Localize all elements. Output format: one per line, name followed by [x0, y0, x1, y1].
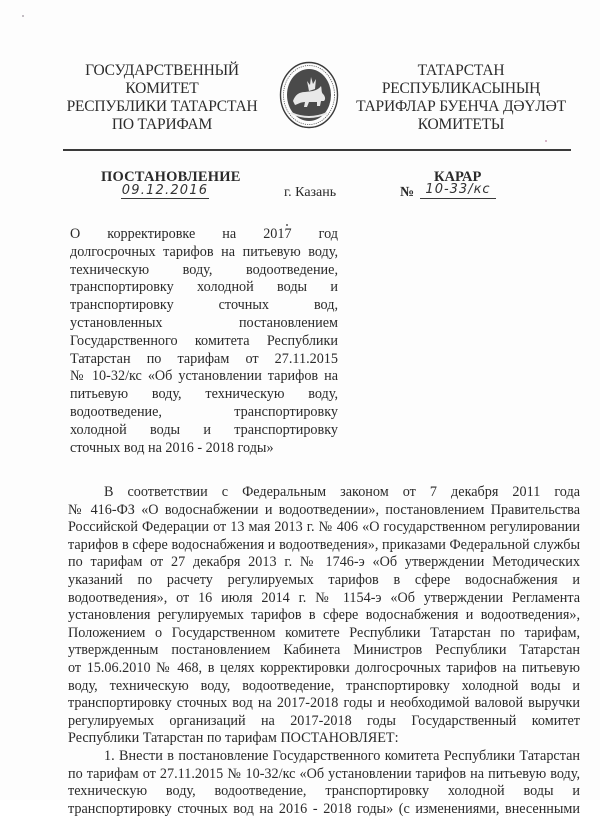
body-line: транспортировку сточных вод на 2016 - 2018 годы» (с изменениями, внесенными — [68, 800, 580, 817]
subject-line: установленных постановлением — [70, 314, 338, 331]
decree-number: 10-33/кс — [420, 183, 496, 199]
subject-line: техническую воду, водоотведение, — [70, 261, 338, 278]
body-line: В соответствии с Федеральным законом от 7 декабря 2011 года — [104, 484, 580, 500]
body-line: по тарифам от 27.11.2015 № 10-32/кс «Об установлении тарифов на питьевую воду, — [68, 765, 580, 782]
decree-body — [68, 484, 580, 818]
body-line: № 416-ФЗ «О водоснабжении и водоотведении», постановлением Правительства — [68, 501, 580, 518]
body-line: указаний по расчету регулируемых тарифов в сфере водоснабжения и — [68, 571, 580, 588]
scan-speck — [22, 15, 24, 17]
decree-title: ПОСТАНОВЛЕНИЕ — [101, 169, 241, 185]
org-name-line: ТАРИФЛАР БУЕНЧА ДӘҮЛӘТ — [356, 98, 566, 115]
subject-line: долгосрочных тарифов на питьевую воду, — [70, 243, 338, 260]
scan-speck — [286, 224, 288, 226]
subject-line: О корректировке на 2017 год — [70, 226, 338, 242]
org-name-line: РЕСПУБЛИКИ ТАТАРСТАН — [66, 98, 258, 115]
subject-line: транспортировку сточных вод, — [70, 297, 338, 314]
body-line: техническую воду, водоотведение, транспортировку холодной воды и — [68, 783, 580, 800]
body-line: воду, техническую воду, водоотведение, транспортировку холодной воды и — [68, 677, 580, 694]
org-name-line: ПО ТАРИФАМ — [111, 116, 213, 133]
subject-line: холодной воды и транспортировку — [70, 421, 338, 438]
body-line: Республики Татарстан по тарифам ПОСТАНОВЛЯЕТ: — [68, 730, 399, 747]
org-name-line: ТАТАРСТАН — [417, 62, 505, 79]
body-line: 1. Внести в постановление Государственного комитета Республики Татарстан — [104, 747, 580, 764]
decree-number-label: № — [400, 185, 415, 200]
org-name-russian — [66, 62, 258, 134]
subject-line: Государственного комитета Республики — [70, 332, 338, 349]
org-name-line: КОМИТЕТЫ — [417, 116, 505, 133]
subject-line: № 10-32/кс «Об установлении тарифов на — [70, 368, 338, 385]
org-name-line: ГОСУДАРСТВЕННЫЙ — [85, 62, 239, 79]
subject-line: сточных вод на 2016 - 2018 годы» — [70, 439, 274, 456]
decree-date: 09.12.2016 — [121, 183, 209, 198]
body-line: водоотведения», от 16 июля 2014 г. № 1154-э «Об утверждении Регламента — [68, 589, 580, 606]
subject-line: транспортировку холодной воды и — [70, 279, 338, 296]
org-name-line: КОМИТЕТ — [125, 80, 199, 97]
body-line: регулируемых организаций на 2017-2018 годы Государственный комитет — [68, 712, 580, 729]
decree-subject — [70, 226, 338, 457]
decree-city: г. Казань — [284, 185, 337, 200]
body-line: Российской Федерации от 13 мая 2013 г. № 406 «О государственном регулировании — [68, 519, 580, 536]
decree-title-tatar: КАРАР — [434, 169, 482, 185]
body-line: утвержденным постановлением Кабинета Министров Республики Татарстан — [68, 642, 580, 659]
body-line: установления регулируемых тарифов в сфере водоснабжения и водоотведения», — [68, 607, 580, 624]
header-divider — [63, 149, 571, 151]
body-line: тарифов в сфере водоснабжения и водоотведения», приказами Федеральной службы — [68, 536, 580, 553]
coat-of-arms-tatarstan-icon — [279, 61, 339, 129]
body-line: от 15.06.2010 № 468, в целях корректировки долгосрочных тарифов на питьевую — [68, 659, 580, 676]
org-name-tatar — [352, 62, 570, 134]
org-name-line: РЕСПУБЛИКАСЫНЫҢ — [381, 80, 541, 97]
subject-line: Татарстан по тарифам от 27.11.2015 — [70, 350, 338, 367]
subject-line: питьевую воду, техническую воду, — [70, 386, 338, 403]
subject-line: водоотведение, транспортировку — [70, 403, 338, 420]
scan-speck — [545, 140, 547, 142]
body-line: транспортировку сточных вод на 2017-2018 годы и необходимой валовой выручки — [68, 695, 580, 712]
body-line: Положением о Государственном комитете Республики Татарстан по тарифам, — [68, 624, 580, 641]
body-line: по тарифам от 27 декабря 2013 г. № 1746-э «Об утверждении Методических — [68, 554, 580, 571]
